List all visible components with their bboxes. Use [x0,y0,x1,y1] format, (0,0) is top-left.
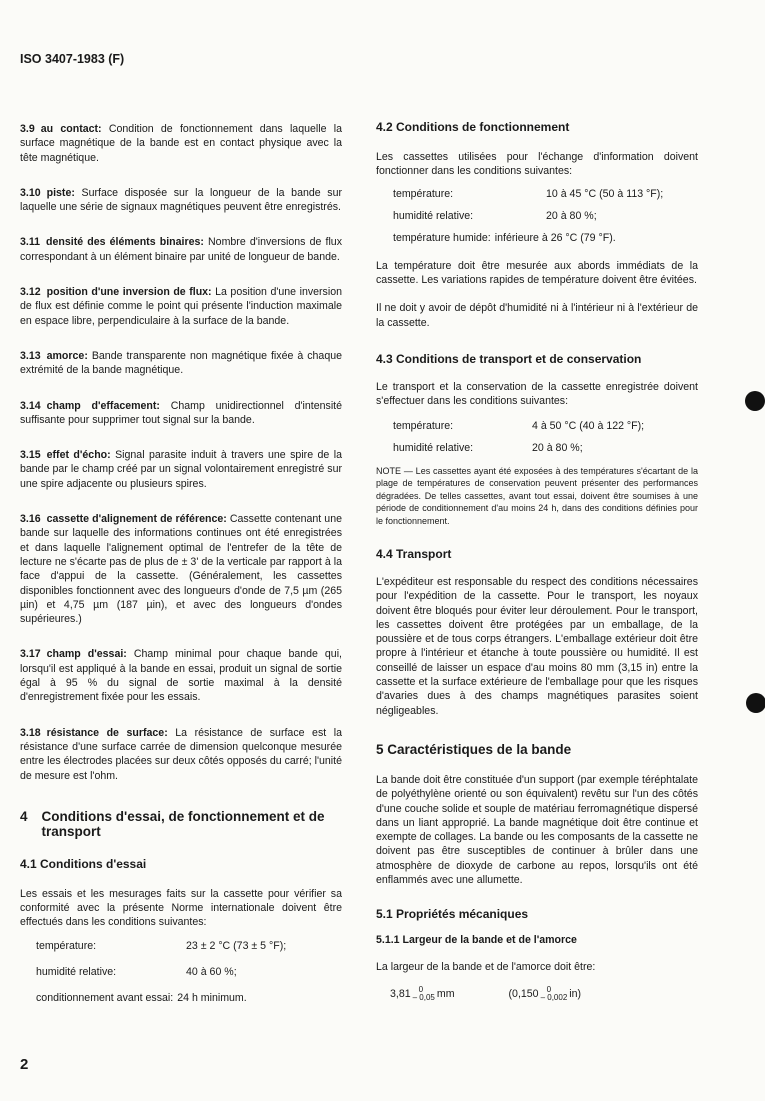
section-4-3-intro: Le transport et la conservation de la cassette enregistrée doivent s'effectuer dans les conditions suivantes: [376,381,698,408]
formula-mm-unit: mm [436,987,455,1000]
page-number: 2 [20,1056,29,1073]
storage-conditions [376,419,698,455]
storage-condition-row [393,441,698,455]
definition-term: au contact: [40,123,102,135]
section-4-2-heading: 4.2 Conditions de fonctionnement [376,120,570,134]
definition-text: Condition de fonctionnement dans laquelle la surface magnétique de la bande est en contact physique avec la tête magnétique. [20,123,342,164]
condition-value: 20 à 80 %; [532,441,583,454]
formula-in-upper: 0 [546,984,552,994]
left-column [20,122,342,1005]
formula-mm-upper: 0 [418,984,424,994]
definition-text: Champ unidirectionnel d'intensité suffisante pour supprimer tout signal sur la bande. [20,399,343,426]
section-4-heading: Conditions d'essai, de fonctionnement et de transport [41,808,325,839]
definition-3-15 [20,448,342,491]
condition-value: 4 à 50 °C (40 à 122 °F); [532,419,645,432]
definition-3-10 [20,186,342,215]
section-4-1-heading: 4.1 Conditions d'essai [20,856,147,871]
section-5-heading: 5 Caractéristiques de la bande [376,741,572,757]
condition-value: 20 à 80 %; [546,209,597,222]
condition-value: inférieure à 26 °C (79 °F). [494,231,616,244]
definition-number: 3.10 [20,186,41,199]
condition-value: 40 à 60 %; [186,965,237,978]
definition-number: 3.15 [20,449,41,462]
condition-value: 23 ± 2 °C (73 ± 5 °F); [186,939,287,952]
definition-text: La position d'une inversion de flux est définie comme le point qui présente l'induction maximale en espace libre, perpendiculaire à la surface de la bande. [20,286,342,327]
operating-condition-row [393,231,698,245]
definition-term: effet d'écho: [46,449,111,462]
definition-term: position d'une inversion de flux: [46,286,212,299]
definition-3-17 [20,647,342,704]
test-conditions [20,939,342,1005]
storage-condition-row [393,419,698,441]
definition-3-9 [20,122,342,165]
width-formula [376,986,698,1002]
formula-in-lower: – 0,002 [540,992,568,1002]
condition-label: humidité relative: [36,965,117,978]
definition-term: piste: [46,186,75,199]
formula-mm-lower: – 0,05 [412,992,435,1002]
definition-text: Surface disposée sur la longueur de la bande sur laquelle une série de signaux magnétiques peuvent être enregistrés. [20,186,342,214]
condition-label: humidité relative: [393,441,474,454]
definition-term: cassette d'alignement de référence: [46,513,227,526]
section-4-title [20,809,342,839]
section-5-1-1-heading: 5.1.1 Largeur de la bande et de l'amorce [376,934,577,947]
condition-label: température: [393,187,454,200]
definition-term: champ d'effacement: [46,399,160,412]
definition-term: résistance de surface: [46,726,168,739]
definition-text: Signal parasite induit à travers une spire de la bande par le champ créé par un signal volontairement enregistré sur une spire adjacente ou plusieurs spires. [20,449,342,490]
definition-number: 3.17 [20,648,41,661]
formula-in-unit: in) [569,987,582,1000]
definition-number: 3.18 [20,726,41,739]
operating-conditions [376,187,698,245]
definition-number: 3.9 [20,123,35,135]
definition-term: amorce: [46,349,88,362]
section-4-2-para-1: La température doit être mesurée aux abords immédiats de la cassette. Les variations rapides de température doivent être évitées. [376,259,698,287]
definition-term: champ d'essai: [46,648,127,661]
section-4-4-text: L'expéditeur est responsable du respect des conditions nécessaires pour l'expédition de la cassette. Pour le transport, les noyaux doivent être bloqués pour éviter leur déroulement. Pour le transport, les cassettes doivent être protégées par un emballage, de la poussière et de tous corps étrangers. L'emballage extérieur doit être propre à l'intérieur et étanche à toute poussière ou humidité. Il est conseillé de laisser un espace d'au moins 80 mm (3,15 in) entre la cassette et la surface extérieure de l'emballage pour que les risques d'avaries dues à des champs magnétiques parasites soient négligeables. [376,576,698,717]
definition-text: Bande transparente non magnétique fixée à chaque extrémité de la bande magnétique. [20,349,342,377]
section-5-1-heading: 5.1 Propriétés mécaniques [376,907,529,922]
condition-label: humidité relative: [393,209,474,222]
definition-term: densité des éléments binaires: [46,236,204,249]
test-condition-row [36,965,342,991]
definition-3-14 [20,399,342,428]
definition-3-18 [20,726,342,783]
definition-text: Champ minimal pour chaque bande qui, lorsqu'il est appliqué à la bande en essai, produit un signal de sortie égal à 95 % du signal de sortie maximal à la densité d'enregistrement fixée pour les essais. [20,648,342,704]
section-4-4-heading: 4.4 Transport [376,547,452,561]
test-condition-row [36,939,342,965]
condition-label: température: [36,939,97,952]
formula-in-tolerance [541,986,568,1002]
section-4-1-intro: Les essais et les mesurages faits sur la cassette pour vérifier sa conformité avec la présente Norme internationale doivent être effectués dans les conditions suivantes: [20,887,342,929]
formula-mm-tolerance [413,986,435,1002]
definition-text: Nombre d'inversions de flux correspondant à un élément binaire par unité de longueur de bande. [20,236,342,263]
operating-condition-row [393,187,698,209]
punch-hole-mark [745,391,765,411]
test-condition-row [36,991,342,1005]
section-5-text: La bande doit être constituée d'un support (par exemple téréphtalate de polyéthylène orienté ou son équivalent) revêtu sur l'un des côtés d'une couche solide et souple de matériau ferromagnétique dispersé dans un liant approprié. La bande magnétique doit être continue et exempte de collages. La bande ou les composants de la cassette ne doivent pas être susceptibles de continuer à brûler dans une atmosphère de dioxyde de carbone au repos, lorsqu'ils ont été enflammés avec une allumette. [376,773,698,887]
section-4-2-para-2: Il ne doit y avoir de dépôt d'humidité ni à l'intérieur ni à l'extérieur de la cassette. [376,302,698,329]
definition-3-11 [20,235,342,264]
condition-value: 24 h minimum. [177,991,247,1004]
formula-mm-value: 3,81 [390,987,411,1000]
punch-hole-mark [746,693,765,713]
section-4-3-heading: 4.3 Conditions de transport et de conservation [376,352,642,367]
right-column [376,120,698,1002]
definition-3-16 [20,512,342,626]
condition-label: température: [393,419,454,432]
definition-number: 3.11 [20,236,41,249]
section-4-number: 4 [20,808,28,824]
definitions-list [20,122,342,783]
definition-number: 3.12 [20,286,41,299]
operating-condition-row [393,209,698,231]
document-header: ISO 3407-1983 (F) [20,52,125,66]
definition-text: La résistance de surface est la résistance d'une surface carrée de dimension quelconque mesurée entre les électrodes placées sur deux côtés opposés du carré; l'unité de mesure est l'ohm. [20,726,342,782]
definition-number: 3.16 [20,513,41,526]
definition-text: Cassette contenant une bande sur laquelle des informations continues ont été enregistrées et dans laquelle l'alignement optimal de l'entrefer de la tête de lecture ne s'écarte pas de plus de ± 3' de la verticale par rapport à la face d'appui de la cassette. (Généralement, les cassettes disponibles fonctionnent avec des longueurs d'onde de 7,5 µm (265 µin) et 4,75 µm (187 µin), et avec des longueurs d'ondes supérieures.) [20,513,342,626]
condition-label: conditionnement avant essai: [36,991,174,1004]
formula-in-open: (0,150 [508,987,539,1000]
section-5-1-1-text: La largeur de la bande et de l'amorce doit être: [376,960,596,973]
definition-3-12 [20,285,342,328]
section-4-2-intro: Les cassettes utilisées pour l'échange d'information doivent fonctionner dans les conditions suivantes: [376,151,698,178]
section-4-3-note: NOTE — Les cassettes ayant été exposées à des températures s'écartant de la plage de températures de conservation peuvent présenter des performances dégradées. De telles cassettes, avant tout essai, doivent être soumises à une période de conditionnement d'au moins 24 h, dans des conditions définies pour le fonctionnement. [376,465,698,526]
condition-label: température humide: [393,231,491,244]
definition-number: 3.14 [20,399,41,412]
definition-3-13 [20,349,342,378]
condition-value: 10 à 45 °C (50 à 113 °F); [546,187,664,200]
definition-number: 3.13 [20,349,41,362]
